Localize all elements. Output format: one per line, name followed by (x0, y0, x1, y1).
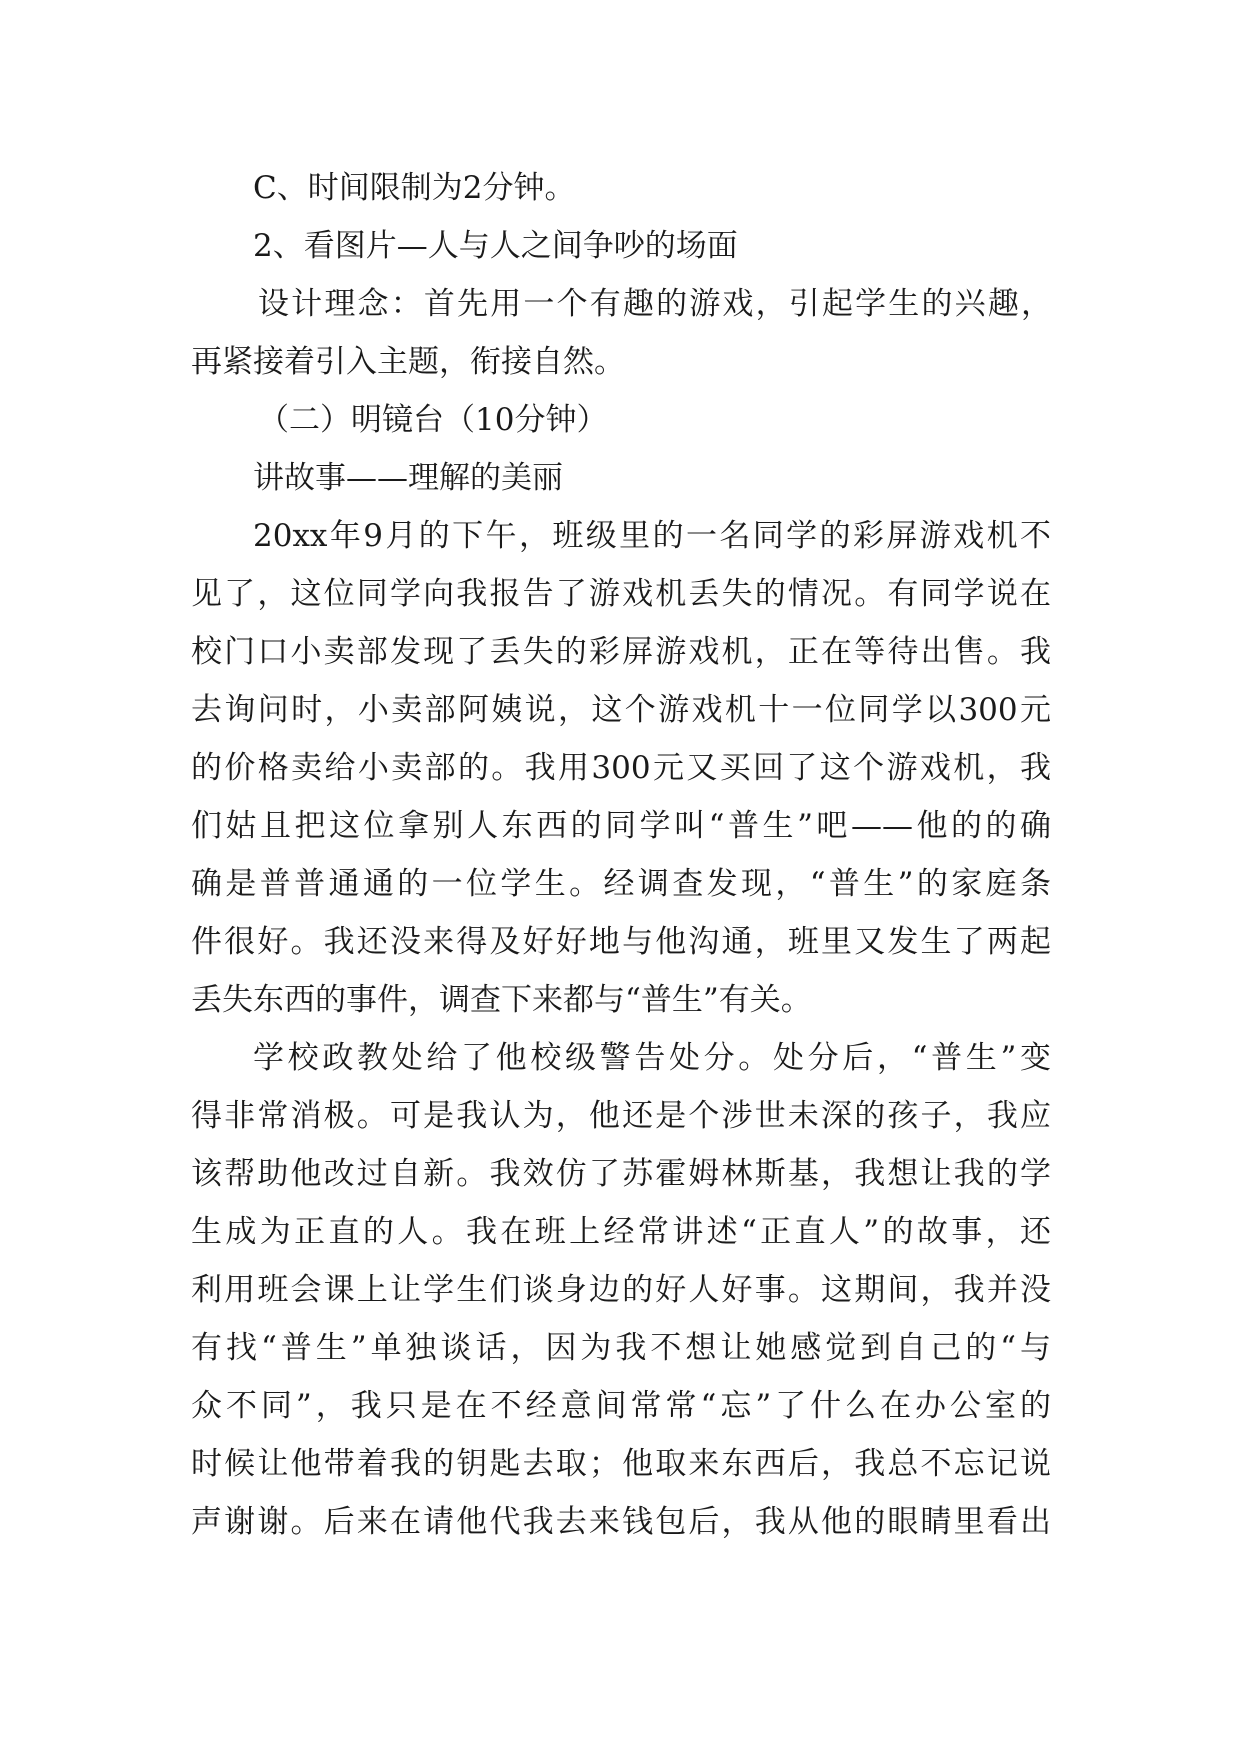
section-heading: （二）明镜台（10分钟） (258, 402, 608, 438)
text-line: 该帮助他改过自新。我效仿了苏霍姆林斯基，我想让我的学 (191, 1156, 1051, 1192)
text-line: 件很好。我还没来得及好好地与他沟通，班里又发生了两起 (191, 924, 1051, 960)
text-line: 校门口小卖部发现了丢失的彩屏游戏机，正在等待出售。我 (191, 634, 1051, 670)
text-line: C、时间限制为2分钟。 (253, 170, 576, 206)
text-line: 见了，这位同学向我报告了游戏机丢失的情况。有同学说在 (191, 576, 1051, 612)
text-line: 设计理念：首先用一个有趣的游戏，引起学生的兴趣， (258, 286, 1052, 322)
text-line: 生成为正直的人。我在班上经常讲述“正直人”的故事，还 (191, 1214, 1051, 1250)
text-line: 确是普普通通的一位学生。经调查发现，“普生”的家庭条 (191, 866, 1051, 902)
text-line: 2、看图片—人与人之间争吵的场面 (253, 228, 738, 264)
text-line: 得非常消极。可是我认为，他还是个涉世未深的孩子，我应 (191, 1098, 1051, 1134)
text-line: 的价格卖给小卖部的。我用300元又买回了这个游戏机，我 (191, 750, 1051, 786)
text-line: 去询问时，小卖部阿姨说，这个游戏机十一位同学以300元 (191, 692, 1051, 728)
text-line: 声谢谢。后来在请他代我去来钱包后，我从他的眼睛里看出 (191, 1504, 1051, 1540)
story-title: 讲故事——理解的美丽 (253, 460, 563, 496)
text-line: 有找“普生”单独谈话，因为我不想让她感觉到自己的“与 (191, 1330, 1051, 1366)
text-line: 20xx年9月的下午，班级里的一名同学的彩屏游戏机不 (253, 518, 1051, 554)
text-line: 学校政教处给了他校级警告处分。处分后，“普生”变 (253, 1040, 1051, 1076)
text-line: 时候让他带着我的钥匙去取；他取来东西后，我总不忘记说 (191, 1446, 1051, 1482)
text-line: 众不同”，我只是在不经意间常常“忘”了什么在办公室的 (191, 1388, 1051, 1424)
text-line: 们姑且把这位拿别人东西的同学叫“普生”吧——他的的确 (191, 808, 1051, 844)
text-line: 利用班会课上让学生们谈身边的好人好事。这期间，我并没 (191, 1272, 1051, 1308)
text-line: 丢失东西的事件，调查下来都与“普生”有关。 (191, 982, 812, 1018)
text-line: 再紧接着引入主题，衔接自然。 (191, 344, 625, 380)
